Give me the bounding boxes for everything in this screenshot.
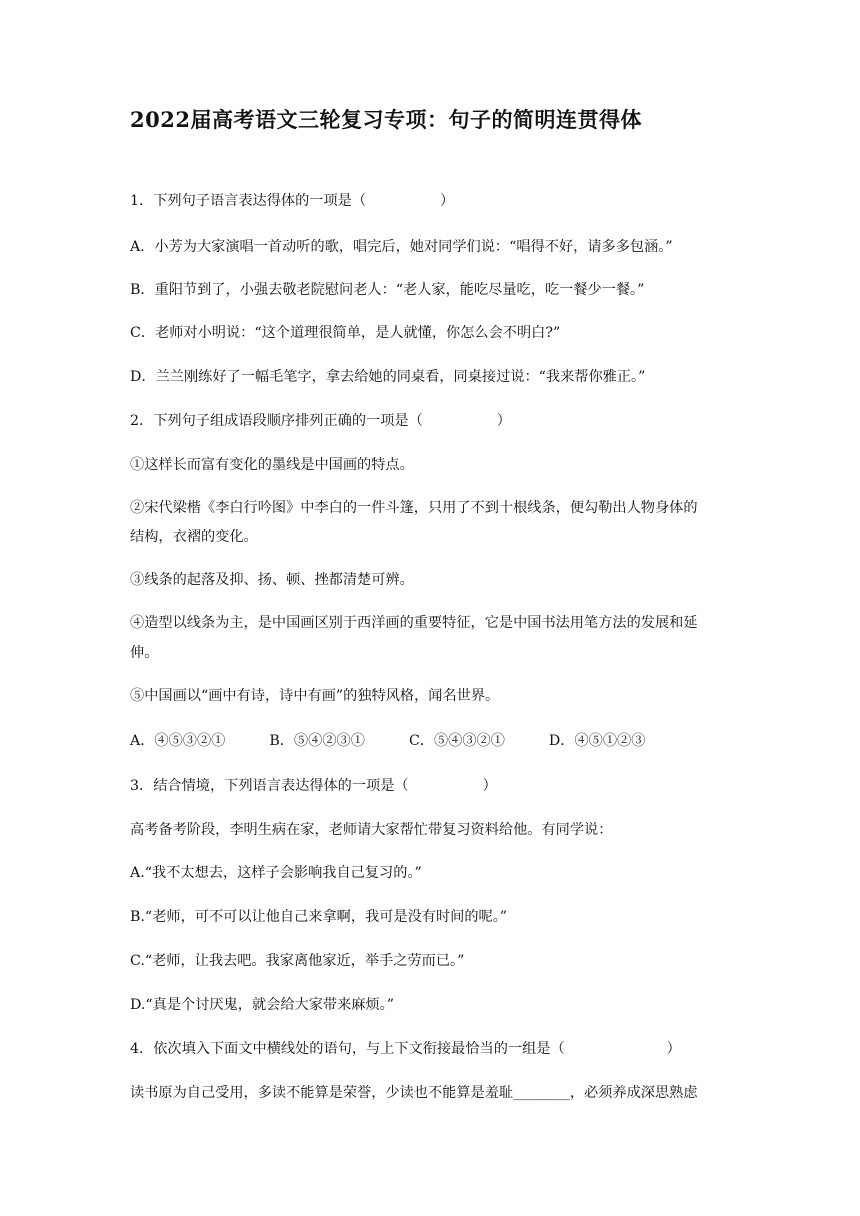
question-2-option-c: C．⑤④③②① [408, 733, 505, 749]
question-3-text: 3．结合情境，下列语言表达得体的一项是（ [130, 778, 409, 794]
question-2-option-a: A．④⑤③②① [130, 733, 226, 749]
question-3-option-c: C.“老师，让我去吧。我家离他家近，举手之劳而已。” [130, 953, 465, 969]
question-2-sentence-4: ④造型以线条为主，是中国画区别于西洋画的重要特征，它是中国书法用笔方法的发展和延 [130, 615, 698, 631]
question-2-text: 2．下列句子组成语段顺序排列正确的一项是（ [130, 413, 423, 429]
question-2-sentence-1: ①这样长而富有变化的墨线是中国画的特点。 [130, 457, 414, 473]
question-3-context: 高考备考阶段，李明生病在家，老师请大家帮忙带复习资料给他。有同学说： [130, 822, 613, 838]
question-2-option-b: B．⑤④②③① [269, 733, 365, 749]
question-2-sentence-3: ③线条的起落及抑、扬、顿、挫都清楚可辨。 [130, 572, 414, 588]
question-4-text: 4．依次填入下面文中横线处的语句，与上下文衔接最恰当的一组是（ [130, 1041, 565, 1057]
question-2-options [130, 731, 645, 751]
question-2-sentence-2-cont: 结构，衣褶的变化。 [130, 529, 258, 545]
question-2-option-d: D．④⑤①②③ [548, 733, 646, 749]
question-1-option-c: C．老师对小明说：“这个道理很简单，是人就懂，你怎么会不明白?” [130, 325, 561, 341]
question-1-option-a: A．小芳为大家演唱一首动听的歌，唱完后，她对同学们说：“唱得不好，请多多包涵。” [130, 239, 673, 255]
question-1-option-b: B．重阳节到了，小强去敬老院慰问老人：“老人家，能吃尽量吃，吃一餐少一餐。” [130, 282, 645, 298]
question-2-stem [130, 411, 511, 431]
question-1-option-d: D．兰兰刚练好了一幅毛笔字，拿去给她的同桌看，同桌接过说：“我来帮你雅正。” [130, 369, 646, 385]
question-4-passage: 读书原为自己受用，多读不能算是荣誉，少读也不能算是羞耻________，必须养成深思熟虑 [130, 1085, 698, 1101]
question-2-close: ） [496, 413, 511, 429]
question-1-text: 1．下列句子语言表达得体的一项是（ [130, 193, 367, 209]
question-4-close: ） [666, 1041, 681, 1057]
question-2-sentence-5: ⑤中国画以“画中有诗，诗中有画”的独特风格，闻名世界。 [130, 688, 500, 704]
question-2-sentence-2: ②宋代梁楷《李白行吟图》中李白的一件斗篷，只用了不到十根线条，便勾勒出人物身体的 [130, 500, 698, 516]
question-3-stem [130, 776, 497, 796]
question-3-option-a: A.“我不太想去，这样子会影响我自己复习的。” [130, 865, 422, 881]
question-1-stem [130, 191, 454, 211]
question-2-sentence-4-cont: 伸。 [130, 645, 159, 661]
question-4-stem [130, 1039, 681, 1059]
question-3-option-d: D.“真是个讨厌鬼，就会给大家带来麻烦。” [130, 997, 394, 1013]
question-1-close: ） [440, 193, 455, 209]
page-title: 2022届高考语文三轮复习专项：句子的简明连贯得体 [130, 107, 642, 132]
question-3-option-b: B.“老师，可不可以让他自己来拿啊，我可是没有时间的呢。” [130, 909, 508, 925]
question-3-close: ） [482, 778, 497, 794]
